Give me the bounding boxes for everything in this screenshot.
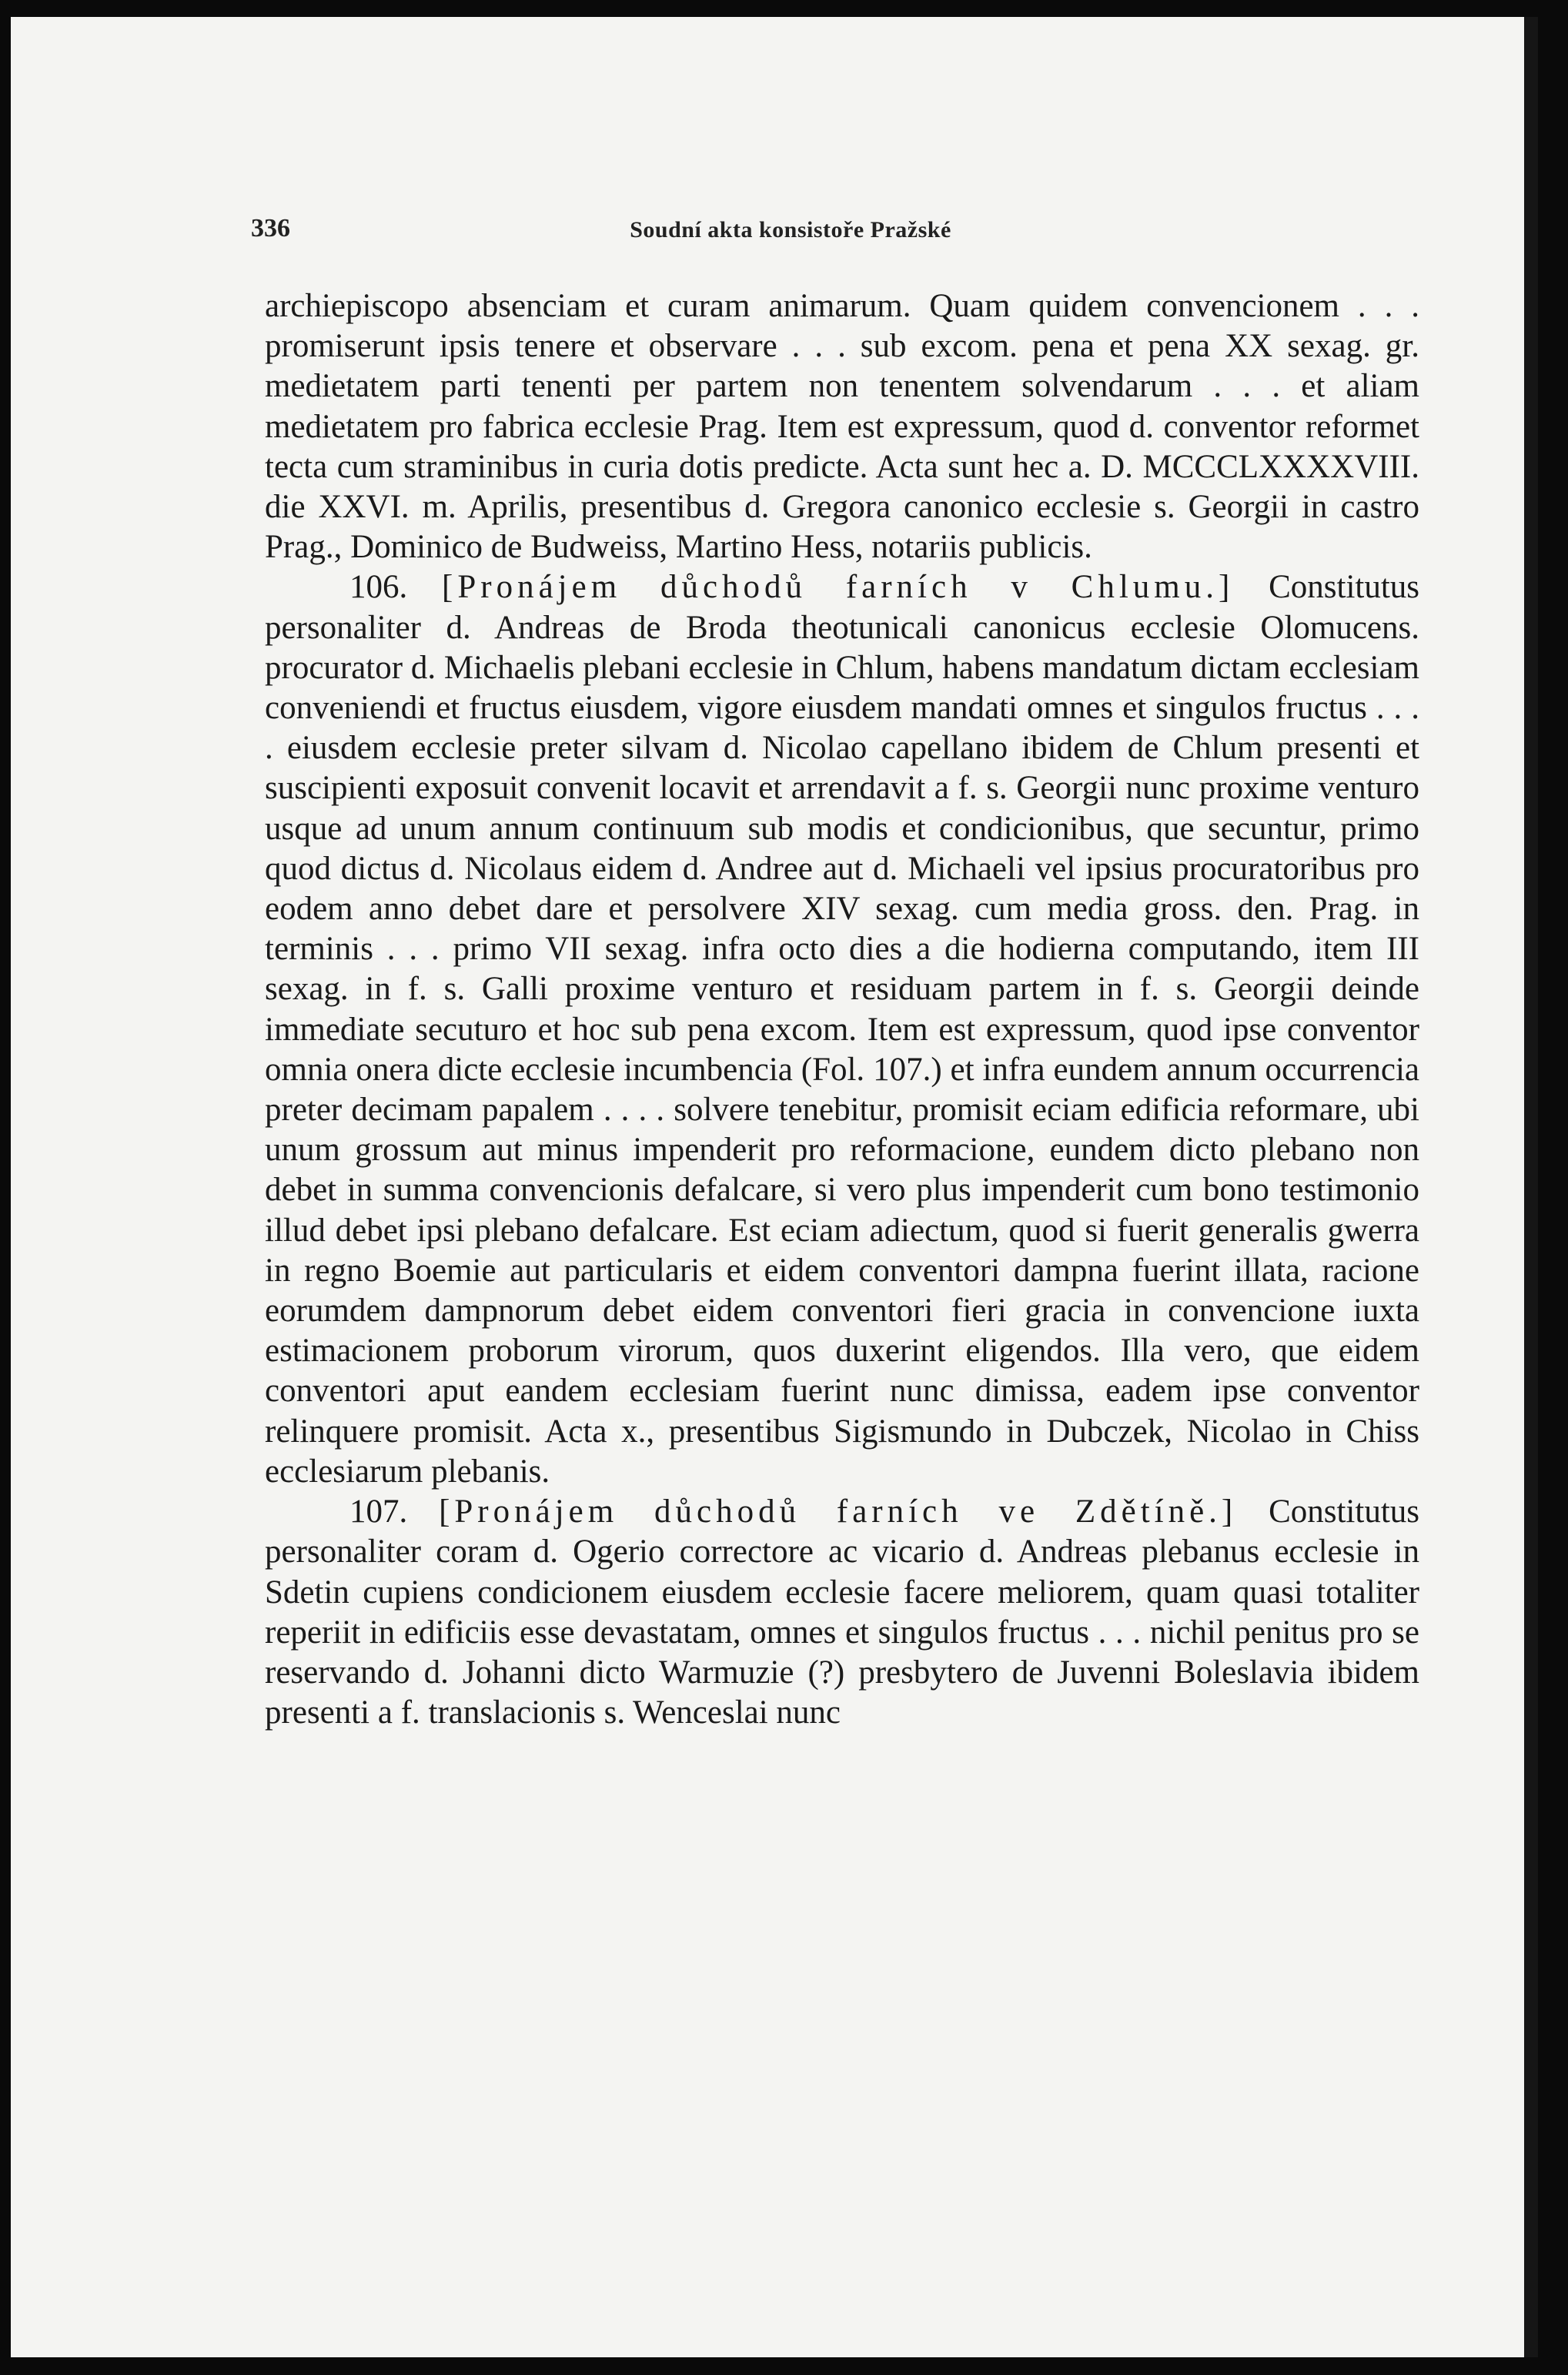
paragraph-107: [265, 1492, 1419, 1733]
page-number: 336: [251, 214, 290, 243]
running-title: Soudní akta konsistoře Pražské: [630, 217, 951, 243]
body-text: [265, 286, 1419, 1733]
paragraph-continuation: [265, 286, 1419, 567]
page-header: [11, 214, 1524, 245]
entry-heading: [Pronájem důchodů farních v Chlumu.]: [442, 569, 1235, 606]
entry-number: 107.: [349, 1494, 408, 1530]
page: [11, 17, 1538, 2357]
paragraph-106: [265, 567, 1419, 1492]
paragraph-text: archiepiscopo absenciam et curam animarum. Quam quidem convencionem . . . promiserunt ipsis tenere et observare . . . sub excom. pena et pena XX sexag. gr. medietatem parti tenenti per partem non tenentem solvendarum . . . et aliam medietatem pro fabrica ecclesie Prag. Item est expressum, quod d. conventor reformet tecta cum straminibus in curia dotis predicte. Acta sunt hec a. D. MCCCLXXXXVIII. die XXVI. m. Aprilis, presentibus d. Gregora canonico ecclesie s. Georgii in castro Prag., Dominico de Budweiss, Martino Hess, notariis publicis.: [265, 288, 1419, 566]
entry-number: 106.: [349, 569, 408, 606]
entry-heading: [Pronájem důchodů farních ve Zdětíně.]: [439, 1494, 1238, 1530]
paragraph-text: Constitutus personaliter d. Andreas de Broda theotunicali canonicus ecclesie Olomucens. procurator d. Michaelis plebani ecclesie in Chlum, habens mandatum dictam ecclesiam conveniendi et fructus eiusdem, vigore eiusdem mandati omnes et singulos fructus . . . . eiusdem ecclesie preter silvam d. Nicolao capellano ibidem de Chlum presenti et suscipienti exposuit convenit locavit et arrendavit a f. s. Georgii nunc proxime venturo usque ad unum annum continuum sub modis et condicionibus, que secuntur, primo quod dictus d. Nicolaus eidem d. Andree aut d. Michaeli vel ipsius procuratoribus pro eodem anno debet dare et persolvere XIV sexag. cum media gross. den. Prag. in terminis . . . primo VII sexag. infra octo dies a die hodierna computando, item III sexag. in f. s. Galli proxime venturo et residuam partem in f. s. Georgii deinde immediate secuturo et hoc sub pena excom. Item est expressum, quod ipse conventor omnia onera dicte ecclesie incumbencia (Fol. 107.) et infra eundem annum occurrencia preter decimam papalem . . . . solvere tenebitur, promisit eciam edificia reformare, ubi unum grossum aut minus impenderit pro reformacione, eundem dicto plebano non debet in summa convencionis defalcare, si vero plus impenderit cum bono testimonio illud debet ipsi plebano defalcare. Est eciam adiectum, quod si fuerit generalis gwerra in regno Boemie aut particularis et eidem conventori dampna fuerint illata, racione eorumdem dampnorum debet eidem conventori fieri gracia in convencione iuxta estimacionem proborum virorum, quos duxerint eligendos. Illa vero, que eidem conventori aput eandem ecclesiam fuerint nunc dimissa, eadem ipse conventor relinquere promisit. Acta x., presentibus Sigismundo in Dubczek, Nicolao in Chiss ecclesiarum plebanis.: [265, 569, 1420, 1490]
paragraph-text: Constitutus personaliter coram d. Ogerio correctore ac vicario d. Andreas plebanus ecclesie in Sdetin cupiens condicionem eiusdem ecclesie facere meliorem, quam quasi totaliter reperiit in edificiis esse devastatam, omnes et singulos fructus . . . nichil penitus pro se reservando d. Johanni dicto Warmuzie (?) presbytero de Juvenni Boleslavia ibidem presenti a f. translacionis s. Wenceslai nunc: [265, 1494, 1419, 1731]
